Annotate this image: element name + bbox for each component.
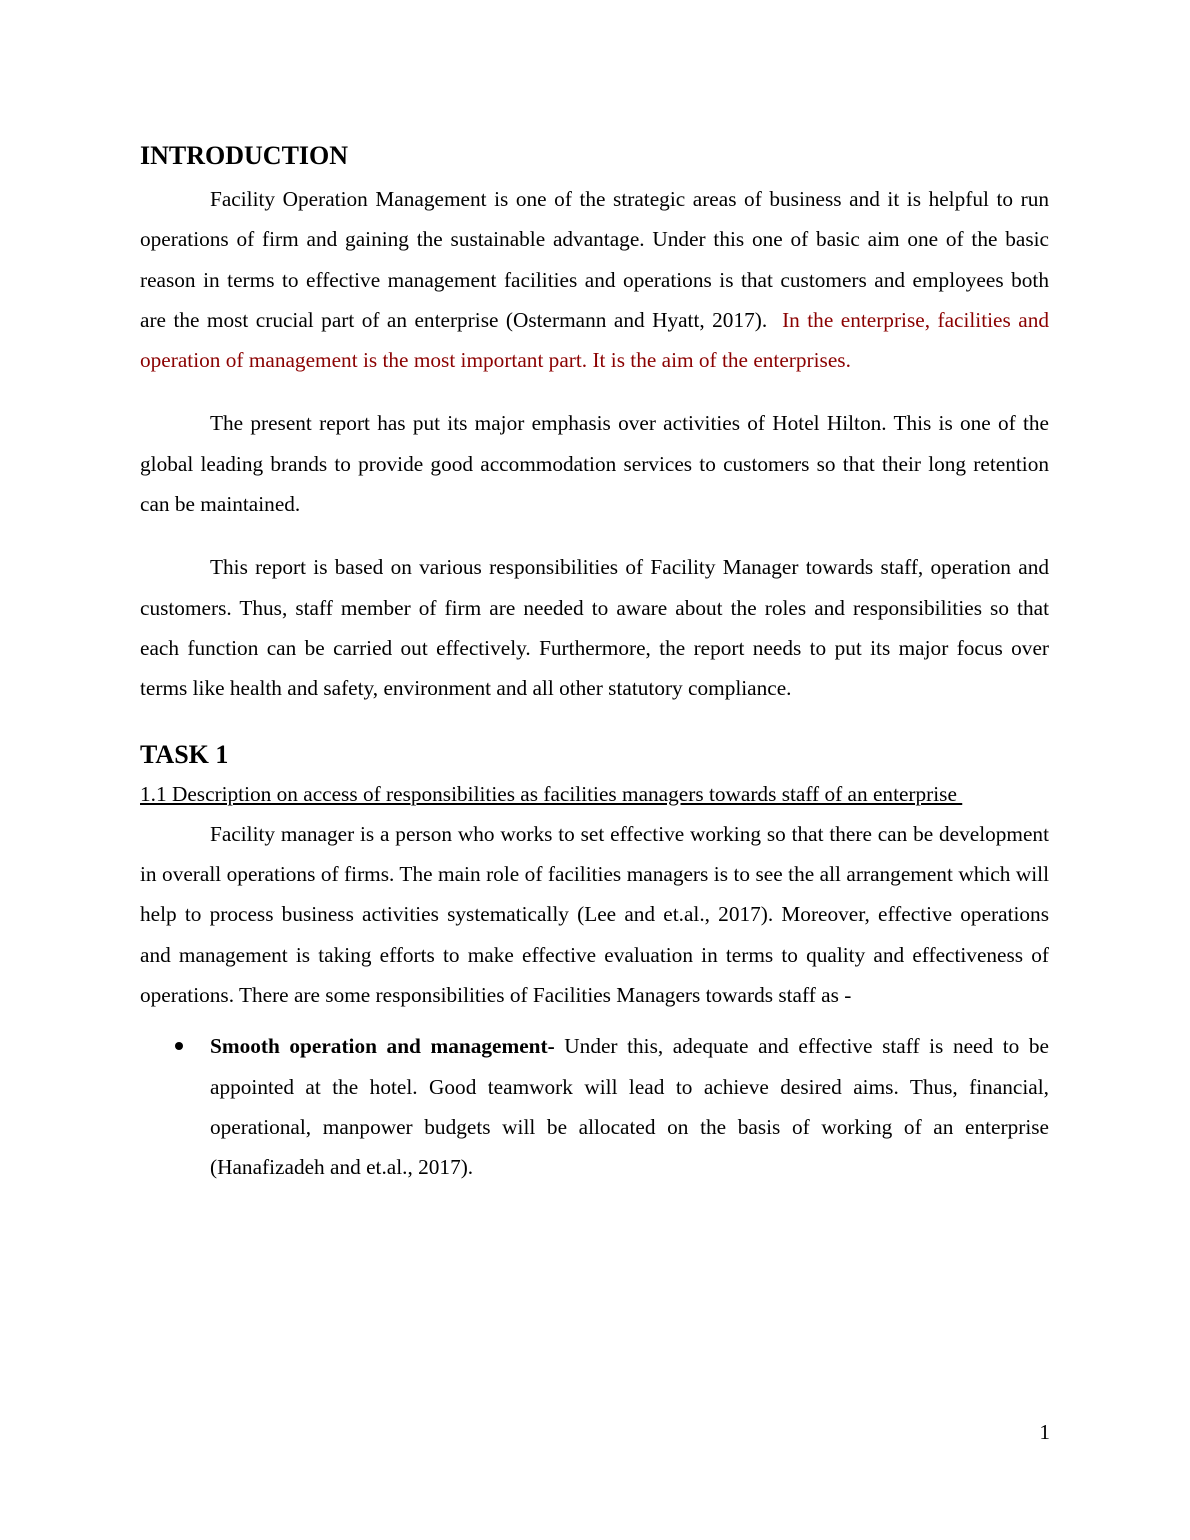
introduction-paragraph-3: This report is based on various responsibilities of Facility Manager towards staff, operation and customers. Thus, staff member of firm are needed to aware about the roles and responsibilities so that each function can be carried out effectively. Furthermore, the report needs to put its major focus over terms like health and safety, environment and all other statutory compliance. — [140, 555, 1049, 701]
responsibilities-list — [140, 1026, 1049, 1187]
introduction-paragraph-1-text: Facility Operation Management is one of the strategic areas of business and it is helpful to run operations of firm and gaining the sustainable advantage. Under this one of basic aim one of the basic reason in terms to effective management facilities and operations is that customers and employees both are the most crucial part of an enterprise (Ostermann and Hyatt, 2017). — [140, 187, 1049, 332]
introduction-paragraph-2: The present report has put its major emphasis over activities of Hotel Hilton. This is one of the global leading brands to provide good accommodation services to customers so that their long retention can be maintained. — [140, 411, 1049, 517]
task-1-subheading: 1.1 Description on access of responsibilities as facilities managers towards staff of an enterprise — [140, 781, 963, 806]
introduction-paragraph-1 — [140, 179, 1049, 380]
page-number: 1 — [1039, 1420, 1050, 1444]
introduction-heading: INTRODUCTION — [140, 141, 349, 170]
task-1-heading: TASK 1 — [140, 739, 229, 769]
list-item-text: Under this, adequate and effective staff is need to be appointed at the hotel. Good teamwork will lead to achieve desired aims. Thus, financial, operational, manpower budgets will be allocated on the basis of working of an enterprise (Hanafizadeh and et.al., 2017). — [210, 1034, 1049, 1180]
list-item — [140, 1026, 1049, 1187]
task-1-paragraph-1: Facility manager is a person who works to set effective working so that there can be development in overall operations of firms. The main role of facilities managers is to see the all arrangement which will help to process business activities systematically (Lee and et.al., 2017). Moreover, effective operations and management is taking efforts to make effective evaluation in terms to quality and effectiveness of operations. There are some responsibilities of Facilities Managers towards staff as - — [140, 821, 1049, 1008]
list-item-title: Smooth operation and management- — [210, 1034, 555, 1059]
page-content — [140, 138, 1049, 1188]
introduction-paragraph-1-highlight: In the enterprise, facilities and operation of management is the most important part. It is the aim of the enterprises. — [140, 307, 1049, 373]
bullet-icon — [175, 1042, 183, 1050]
